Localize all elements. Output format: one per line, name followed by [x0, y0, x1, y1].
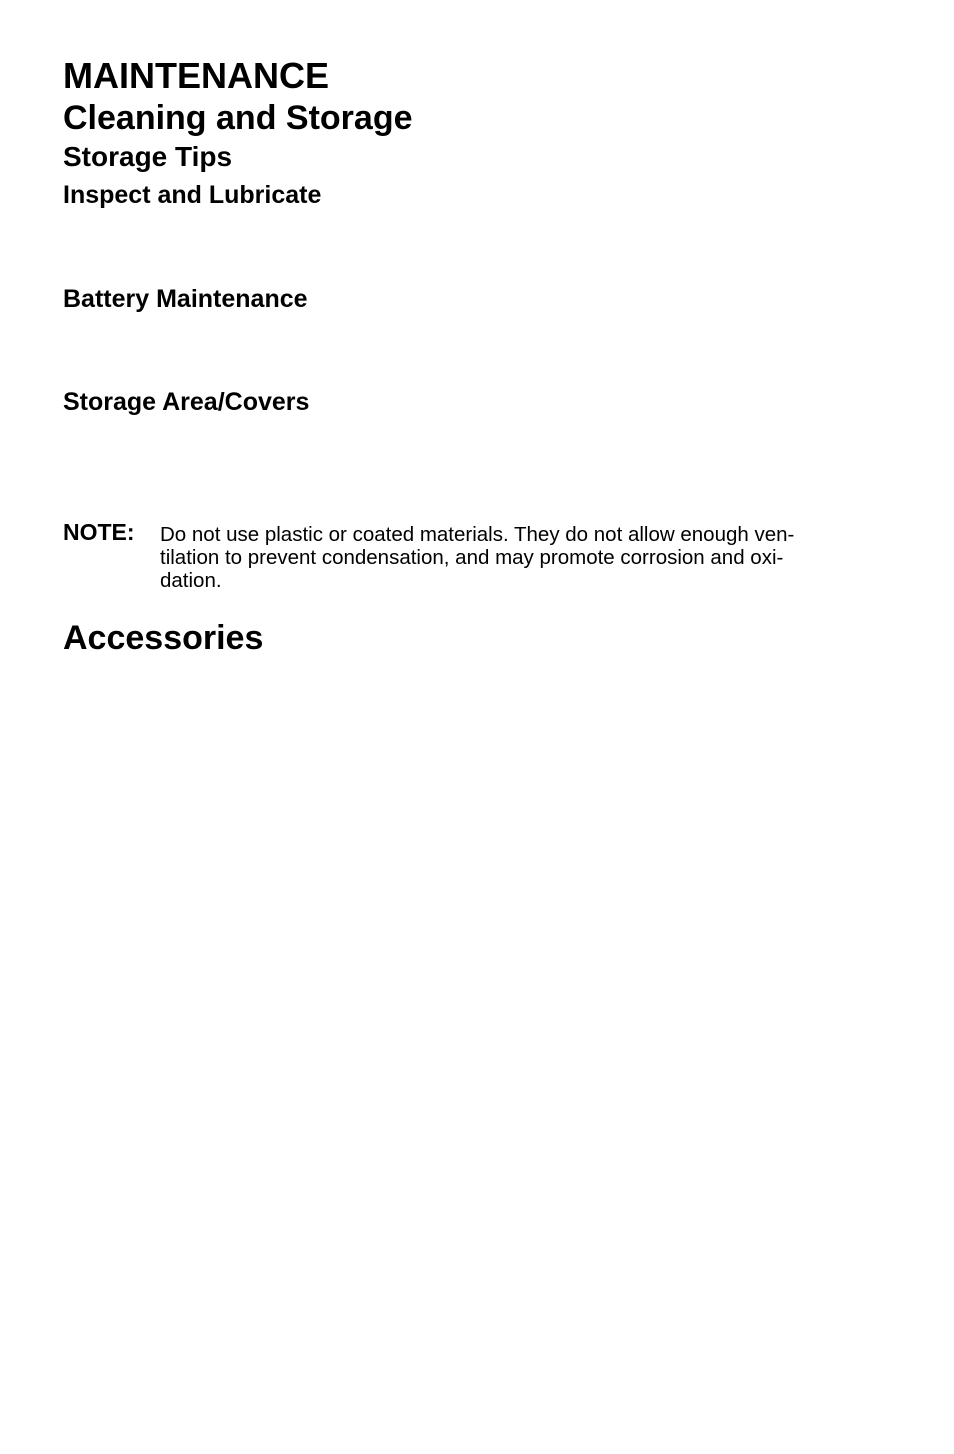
- section-title: Cleaning and Storage: [63, 99, 413, 137]
- heading-battery-maintenance: Battery Maintenance: [63, 285, 308, 313]
- note-text: [160, 523, 794, 592]
- note-label: NOTE:: [63, 519, 135, 545]
- heading-accessories: Accessories: [63, 619, 264, 657]
- note-line-3: dation.: [160, 569, 222, 592]
- note-line-1: Do not use plastic or coated materials. They do not allow enough ven-: [160, 523, 795, 546]
- heading-inspect-and-lubricate: Inspect and Lubricate: [63, 181, 322, 209]
- note-line-2: tilation to prevent condensation, and may promote corrosion and oxi-: [160, 546, 784, 569]
- subsection-title: Storage Tips: [63, 141, 233, 172]
- heading-storage-area-covers: Storage Area/Covers: [63, 388, 310, 416]
- chapter-title: MAINTENANCE: [63, 55, 329, 96]
